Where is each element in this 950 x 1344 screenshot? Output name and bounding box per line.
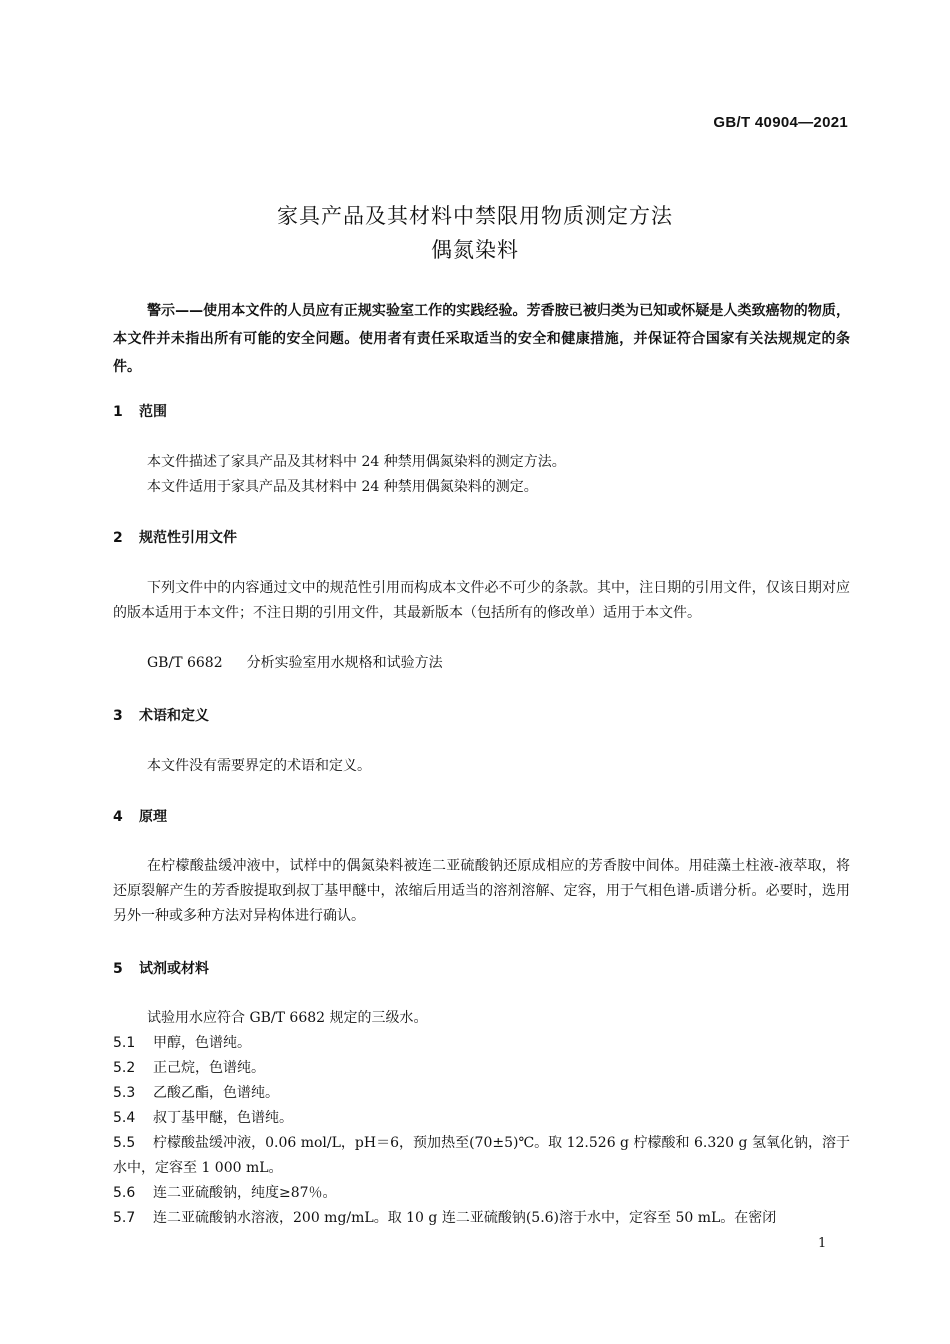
document-title: 家具产品及其材料中禁限用物质测定方法 [277, 204, 673, 228]
section-2-paragraph: 下列文件中的内容通过文中的规范性引用而构成本文件必不可少的条款。其中，注日期的引用文件，仅该日期对应的版本适用于本文件；不注日期的引用文件，其最新版本（包括所有的修改单）适用于本文件。 [113, 580, 850, 621]
section-title: 原理 [139, 809, 167, 825]
section-title: 术语和定义 [139, 708, 209, 724]
list-item: 5.4 叔丁基甲醚，色谱纯。 [113, 1110, 293, 1126]
section-4-heading [113, 806, 167, 826]
section-number: 1 [113, 404, 123, 420]
document-subtitle: 偶氮染料 [431, 238, 519, 262]
list-item: 5.5 柠檬酸盐缓冲液，0.06 mol/L，pH＝6，预加热至(70±5)℃。取 12.526 g 柠檬酸和 6.320 g 氢氧化钠，溶于水中，定容至 1 000 mL。 [113, 1135, 850, 1176]
section-1-paragraph-2: 本文件适用于家具产品及其材料中 24 种禁用偶氮染料的测定。 [147, 479, 538, 495]
section-3-heading [113, 705, 209, 725]
reference-title: 分析实验室用水规格和试验方法 [246, 655, 443, 671]
section-number: 3 [113, 708, 123, 724]
reference-code: GB/T 6682 [147, 655, 223, 671]
section-number: 2 [113, 530, 123, 546]
section-title: 试剂或材料 [139, 961, 209, 977]
section-5-intro: 试验用水应符合 GB/T 6682 规定的三级水。 [147, 1010, 428, 1026]
section-5-heading [113, 958, 209, 978]
section-number: 4 [113, 809, 123, 825]
section-1-paragraph-1: 本文件描述了家具产品及其材料中 24 种禁用偶氮染料的测定方法。 [147, 454, 566, 470]
standard-number: GB/T 40904—2021 [713, 114, 848, 131]
section-title: 范围 [139, 404, 167, 420]
normative-reference [113, 651, 850, 676]
list-item: 5.6 连二亚硫酸钠，纯度≥87％。 [113, 1185, 337, 1201]
section-1-heading [113, 401, 167, 421]
section-title: 规范性引用文件 [139, 530, 237, 546]
list-item: 5.3 乙酸乙酯，色谱纯。 [113, 1085, 279, 1101]
warning-paragraph: 警示——使用本文件的人员应有正规实验室工作的实践经验。芳香胺已被归类为已知或怀疑是人类致癌物的物质，本文件并未指出所有可能的安全问题。使用者有责任采取适当的安全和健康措施，并保证符合国家有关法规规定的条件。 [113, 303, 850, 375]
list-item: 5.2 正己烷，色谱纯。 [113, 1060, 265, 1076]
list-item: 5.7 连二亚硫酸钠水溶液，200 mg/mL。取 10 g 连二亚硫酸钠(5.6)溶于水中，定容至 50 mL。在密闭 [113, 1210, 777, 1226]
section-2-heading [113, 527, 237, 547]
list-item: 5.1 甲醇，色谱纯。 [113, 1035, 251, 1051]
section-3-paragraph: 本文件没有需要界定的术语和定义。 [147, 758, 371, 774]
section-4-paragraph: 在柠檬酸盐缓冲液中，试样中的偶氮染料被连二亚硫酸钠还原成相应的芳香胺中间体。用硅藻土柱液-液萃取，将还原裂解产生的芳香胺提取到叔丁基甲醚中，浓缩后用适当的溶剂溶解、定容，用于气相色谱-质谱分析。必要时，选用另外一种或多种方法对异构体进行确认。 [113, 858, 850, 924]
section-number: 5 [113, 961, 123, 977]
page-number: 1 [818, 1236, 827, 1251]
